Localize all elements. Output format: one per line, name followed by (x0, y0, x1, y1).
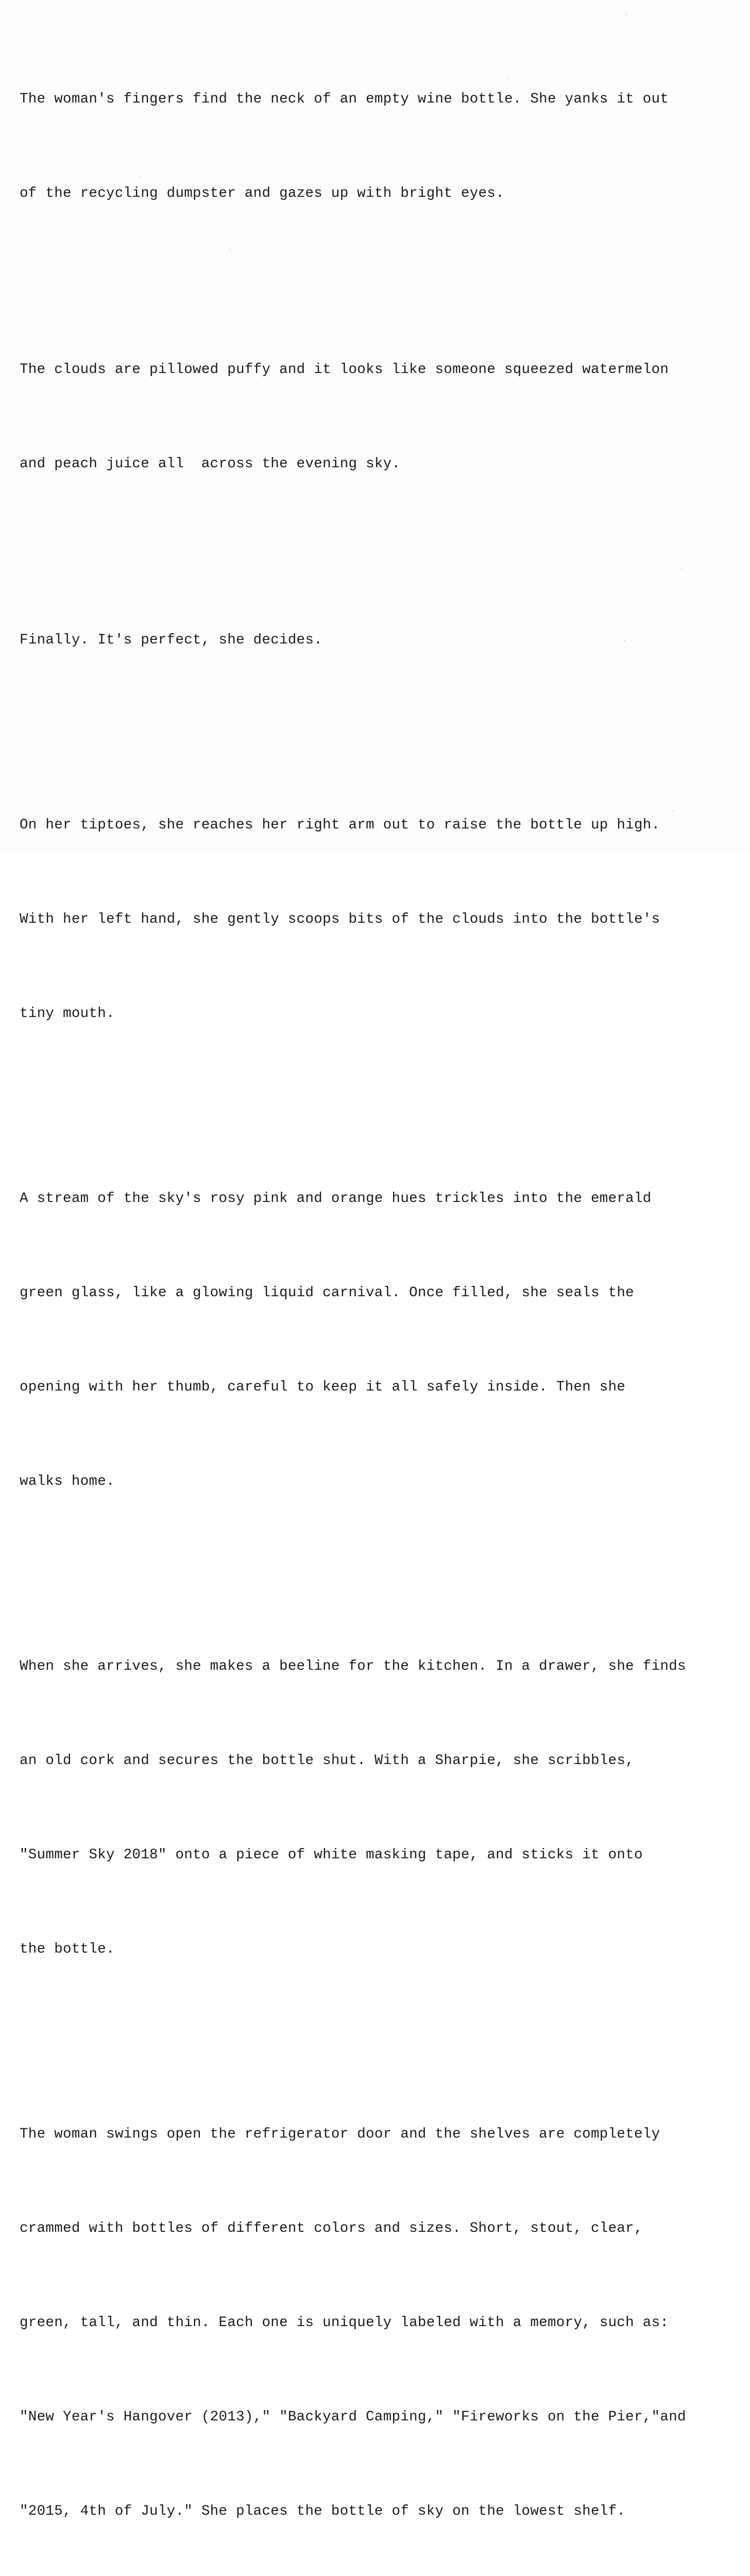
paragraph-4 (20, 747, 741, 1092)
text-line: The clouds are pillowed puffy and it looks like someone squeezed watermelon (20, 362, 669, 378)
paper-speck (673, 810, 674, 811)
paragraph-3 (20, 562, 741, 719)
text-line: green, tall, and thin. Each one is uniquely labeled with a memory, such as: (20, 2315, 669, 2331)
text-line: opening with her thumb, careful to keep it all safely inside. Then she (20, 1379, 626, 1395)
typed-text-body (20, 21, 741, 2576)
text-line: When she arrives, she makes a beeline for the kitchen. In a drawer, she finds (20, 1658, 686, 1674)
paper-speck (624, 640, 625, 641)
text-line: On her tiptoes, she reaches her right arm out to raise the bottle up high. (20, 817, 660, 833)
text-line: the bottle. (20, 1941, 115, 1957)
text-line: tiny mouth. (20, 1006, 115, 1022)
paper-speck (140, 176, 141, 177)
text-line: and peach juice all across the evening sky. (20, 456, 401, 472)
text-line: an old cork and secures the bottle shut. With a Sharpie, she scribbles, (20, 1753, 634, 1769)
paper-speck (229, 249, 230, 250)
text-line: The woman's fingers find the neck of an empty wine bottle. She yanks it out (20, 91, 669, 107)
paper-speck (681, 568, 682, 569)
text-line: "Summer Sky 2018" onto a piece of white masking tape, and sticks it onto (20, 1847, 643, 1863)
paper-speck (626, 14, 627, 15)
paragraph-7 (20, 2056, 741, 2576)
text-line: With her left hand, she gently scoops bits of the clouds into the bottle's (20, 911, 660, 927)
text-line: walks home. (20, 1473, 115, 1489)
paragraph-6 (20, 1588, 741, 2028)
text-line: The woman swings open the refrigerator door and the shelves are completely (20, 2126, 660, 2142)
paragraph-5 (20, 1120, 741, 1560)
paragraph-2 (20, 291, 741, 543)
paper-speck (507, 78, 508, 79)
text-line: of the recycling dumpster and gazes up with bright eyes. (20, 185, 504, 201)
text-line: green glass, like a glowing liquid carnival. Once filled, she seals the (20, 1285, 634, 1301)
text-line: crammed with bottles of different colors and sizes. Short, stout, clear, (20, 2221, 643, 2236)
text-line: A stream of the sky's rosy pink and orange hues trickles into the emerald (20, 1191, 652, 1207)
paragraph-1 (20, 21, 741, 272)
text-line: Finally. It's perfect, she decides. (20, 632, 323, 648)
text-line: "New Year's Hangover (2013)," "Backyard Camping," "Fireworks on the Pier,"and (20, 2409, 686, 2425)
text-line: "2015, 4th of July." She places the bottle of sky on the lowest shelf. (20, 2503, 626, 2519)
